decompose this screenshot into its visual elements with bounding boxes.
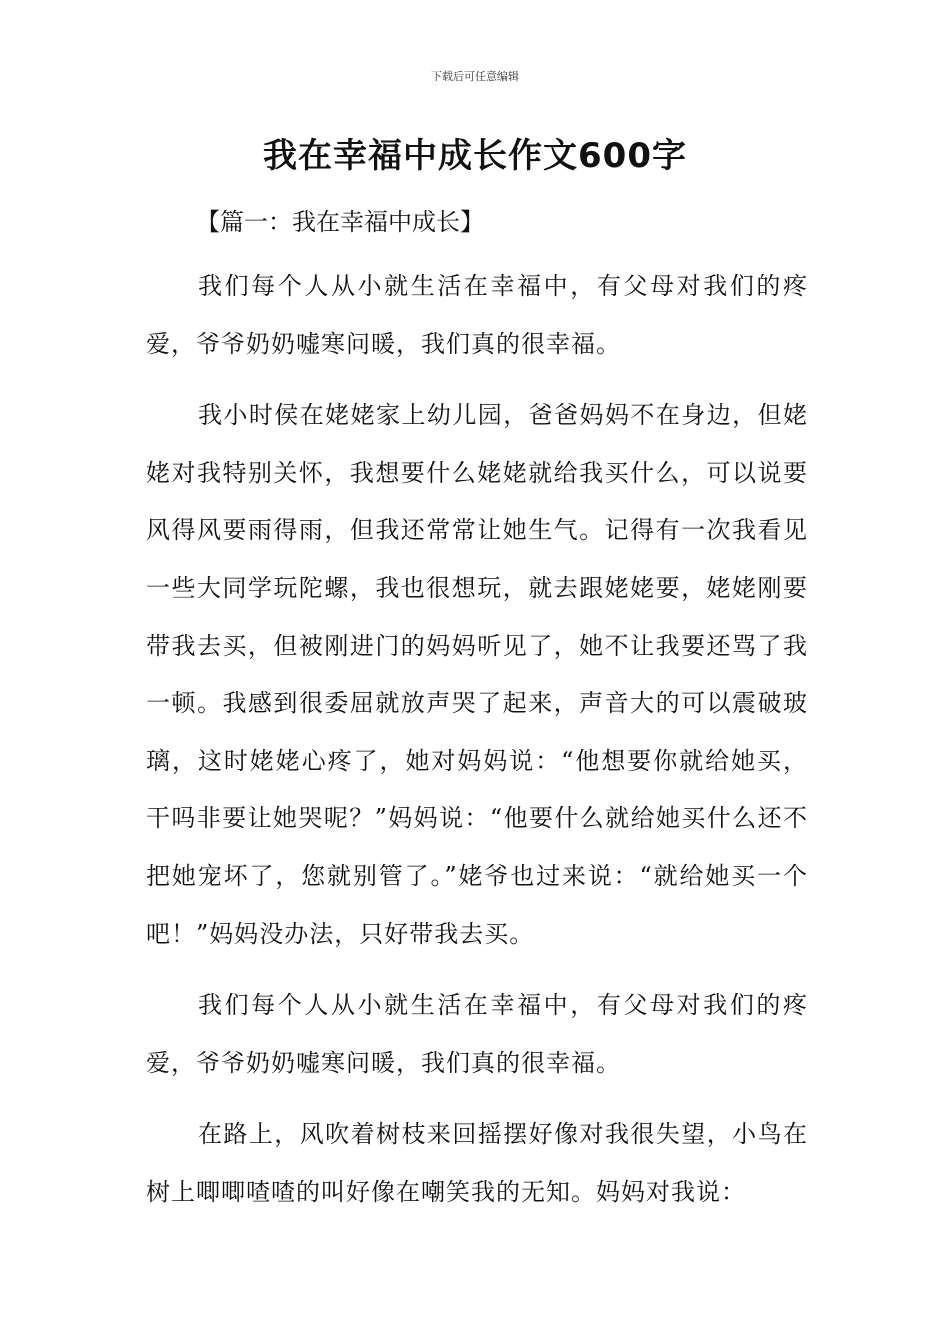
header-note: 下载后可任意编辑: [431, 70, 519, 83]
paragraph-3: 我们每个人从小就生活在幸福中，有父母对我们的疼爱，爷爷奶奶嘘寒问暖，我们真的很幸福。: [146, 991, 808, 1077]
paragraph-1: 我们每个人从小就生活在幸福中，有父母对我们的疼爱，爷爷奶奶嘘寒问暖，我们真的很幸福。: [146, 272, 808, 358]
paragraph-2: 我小时侯在姥姥家上幼儿园，爸爸妈妈不在身边，但姥姥对我特别关怀，我想要什么姥姥就给我买什么，可以说要风得风要雨得雨，但我还常常让她生气。记得有一次我看见一些大同学玩陀螺，我也很想玩，就去跟姥姥要，姥姥刚要带我去买，但被刚进门的妈妈听见了，她不让我要还骂了我一顿。我感到很委屈就放声哭了起来，声音大的可以震破玻璃，这时姥姥心疼了，她对妈妈说：“他想要你就给她买，干吗非要让她哭呢？”妈妈说：“他要什么就给她买什么还不把她宠坏了，您就别管了。”姥爷也过来说：“就给她买一个吧！”妈妈没办法，只好带我去买。: [146, 401, 808, 948]
paragraph-4: 在路上，风吹着树枝来回摇摆好像对我很失望，小鸟在树上唧唧喳喳的叫好像在嘲笑我的无知。妈妈对我说：: [146, 1120, 808, 1206]
section-heading: 【篇一：我在幸福中成长】: [196, 208, 484, 236]
document-title: 我在幸福中成长作文600字: [263, 136, 687, 176]
document-body: [146, 200, 808, 1222]
